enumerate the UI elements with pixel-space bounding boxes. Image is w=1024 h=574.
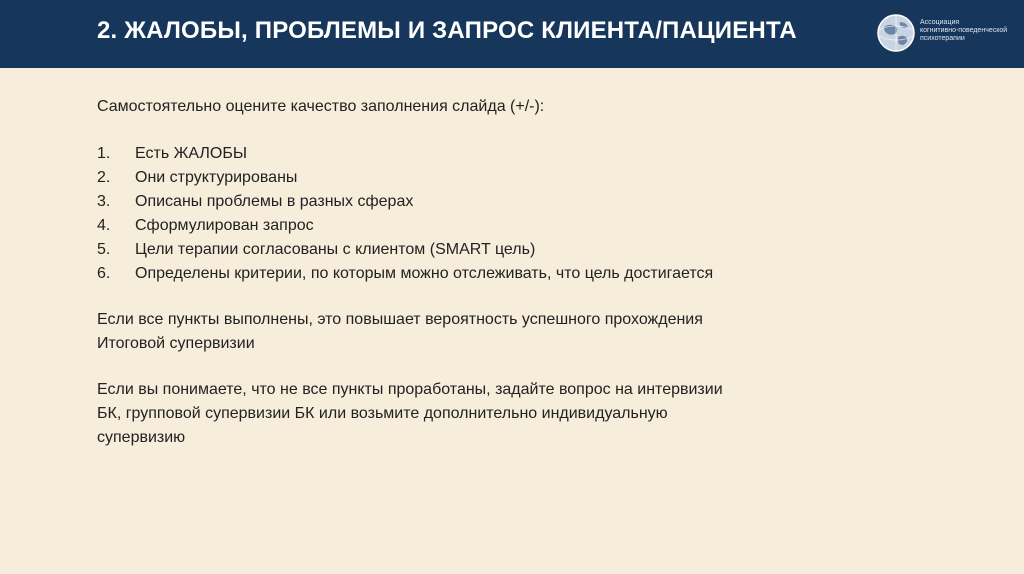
association-logo	[876, 13, 1016, 53]
list-item	[97, 214, 977, 238]
list-item-text: Сформулирован запрос	[135, 217, 314, 234]
list-item-number: 5.	[97, 241, 111, 258]
logo-line: психотерапии	[920, 35, 965, 42]
globe-logo-icon	[876, 13, 916, 53]
logo-caption	[920, 19, 1018, 43]
list-item-number: 3.	[97, 193, 111, 210]
list-item-number: 6.	[97, 265, 111, 282]
list-item-text: Они структурированы	[135, 169, 298, 186]
list-item-text: Описаны проблемы в разных сферах	[135, 193, 414, 210]
slide-content	[97, 95, 977, 472]
list-item-text: Определены критерии, по которым можно отслеживать, что цель достигается	[135, 265, 714, 282]
instruction-text: Самостоятельно оцените качество заполнения слайда (+/-):	[97, 98, 545, 115]
advice-note	[97, 378, 977, 450]
list-item-number: 4.	[97, 217, 111, 234]
list-item	[97, 238, 977, 262]
list-item-number: 2.	[97, 169, 111, 186]
advice-note-line: Если вы понимаете, что не все пункты проработаны, задайте вопрос на интервизии	[97, 381, 723, 398]
success-note	[97, 308, 977, 356]
list-item	[97, 262, 977, 286]
success-note-line: Если все пункты выполнены, это повышает вероятность успешного прохождения	[97, 311, 703, 328]
list-item	[97, 142, 977, 166]
checklist	[97, 142, 977, 286]
header-bar	[0, 0, 1024, 68]
advice-note-line: супервизию	[97, 429, 186, 446]
slide-title: 2. ЖАЛОБЫ, ПРОБЛЕМЫ И ЗАПРОС КЛИЕНТА/ПАЦИЕНТА	[97, 17, 797, 44]
logo-line: когнитивно-поведенческой	[920, 27, 1008, 34]
list-item-number: 1.	[97, 145, 111, 162]
list-item	[97, 190, 977, 214]
logo-line: Ассоциация	[920, 19, 960, 26]
list-item-text: Есть ЖАЛОБЫ	[135, 145, 248, 162]
success-note-line: Итоговой супервизии	[97, 335, 255, 352]
list-item	[97, 166, 977, 190]
advice-note-line: БК, групповой супервизии БК или возьмите дополнительно индивидуальную	[97, 405, 668, 422]
list-item-text: Цели терапии согласованы с клиентом (SMART цель)	[135, 241, 536, 258]
